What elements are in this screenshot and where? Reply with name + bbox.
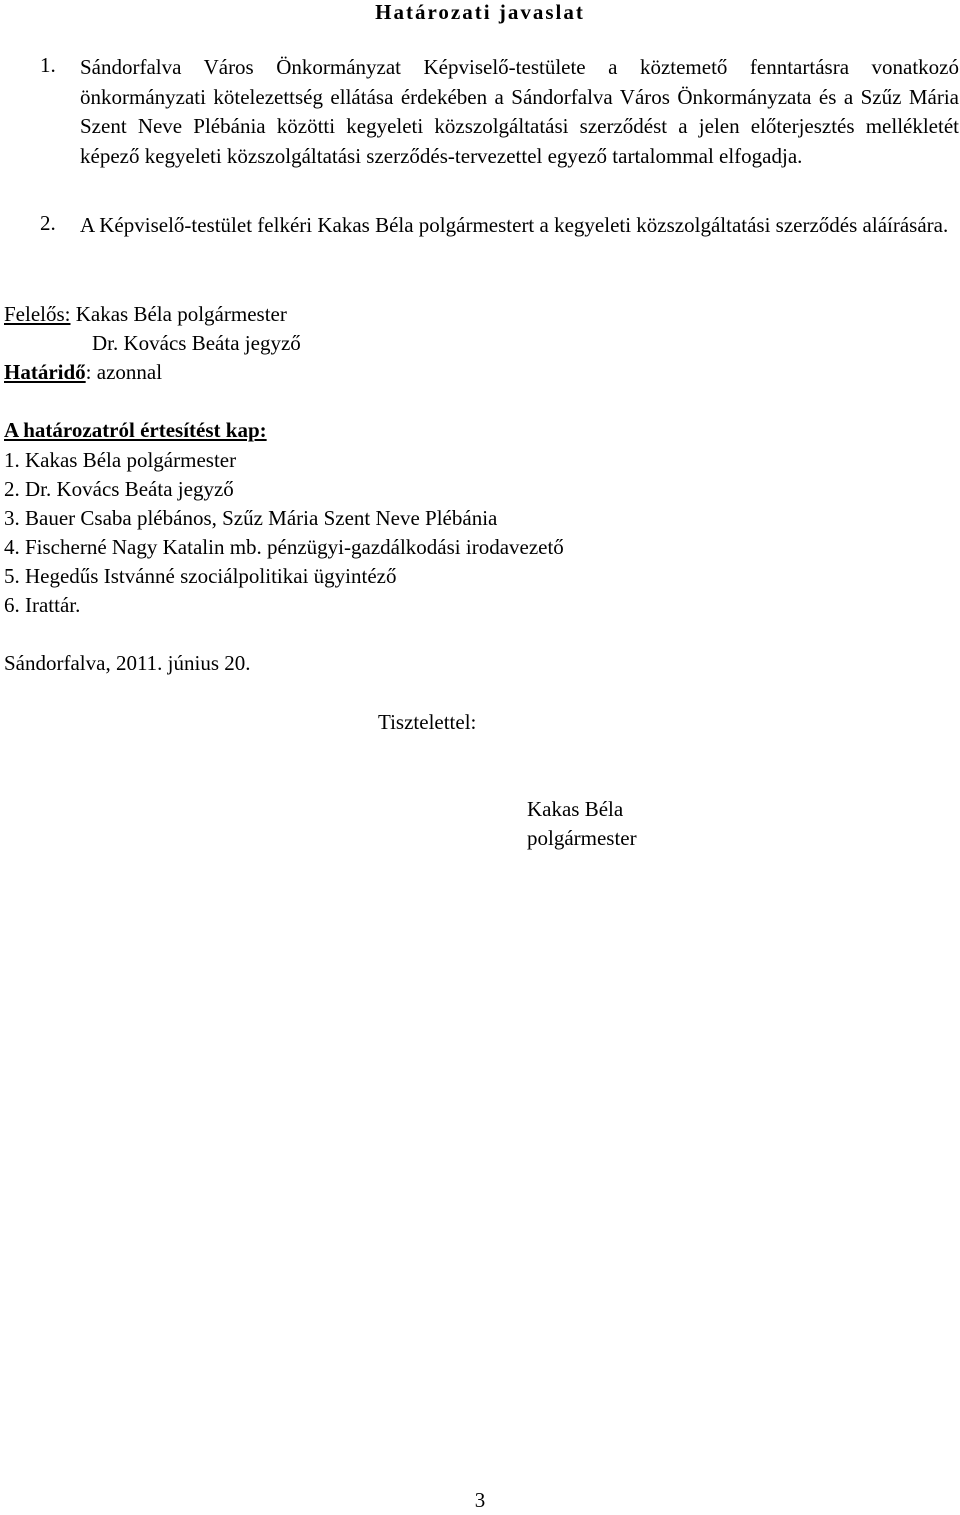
document-title: Határozati javaslat: [375, 0, 585, 24]
signature-role: polgármester: [527, 826, 637, 850]
responsible-label: Felelős:: [4, 302, 71, 326]
responsible-value-1: Kakas Béla polgármester: [75, 302, 287, 326]
item-number: 1.: [40, 53, 56, 77]
item-text: A Képviselő-testület felkéri Kakas Béla polgármestert a kegyeleti közszolgáltatási szerződés aláírására.: [80, 213, 949, 237]
deadline-label: Határidő: [4, 360, 86, 384]
signature-name: Kakas Béla: [527, 797, 624, 821]
resolution-item-1: [4, 53, 959, 171]
responsible-value-2: Dr. Kovács Beáta jegyző: [92, 331, 301, 355]
notify-heading: A határozatról értesítést kap:: [4, 418, 267, 442]
item-number: 2.: [40, 211, 56, 235]
item-text: Sándorfalva Város Önkormányzat Képviselő-testülete a köztemető fenntartásra vonatkozó önkormányzati kötelezettség ellátása érdekében a Sándorfalva Város Önkormányzata és a Szűz Mária Szent Neve Plébánia közötti kegyeleti közszolgáltatási szerződést a jelen előterjesztés mellékletét képező kegyeleti közszolgáltatási szerződés-tervezettel egyező tartalommal elfogadja.: [80, 55, 959, 168]
notify-item-2: 2. Dr. Kovács Beáta jegyző: [4, 477, 234, 501]
notify-item-4: 4. Fischerné Nagy Katalin mb. pénzügyi-gazdálkodási irodavezető: [4, 535, 564, 559]
place-date: Sándorfalva, 2011. június 20.: [4, 651, 251, 675]
notify-item-1: 1. Kakas Béla polgármester: [4, 448, 237, 472]
notify-item-6: 6. Irattár.: [4, 593, 81, 617]
deadline-line: [4, 360, 162, 385]
page-number: 3: [474, 1488, 486, 1512]
notify-item-5: 5. Hegedűs Istvánné szociálpolitikai ügyintéző: [4, 564, 397, 588]
closing-text: Tisztelettel:: [378, 710, 477, 734]
responsible-line: [4, 302, 287, 327]
resolution-item-2: [4, 211, 959, 241]
notify-item-3: 3. Bauer Csaba plébános, Szűz Mária Szent Neve Plébánia: [4, 506, 498, 530]
deadline-value: : azonnal: [85, 360, 163, 384]
